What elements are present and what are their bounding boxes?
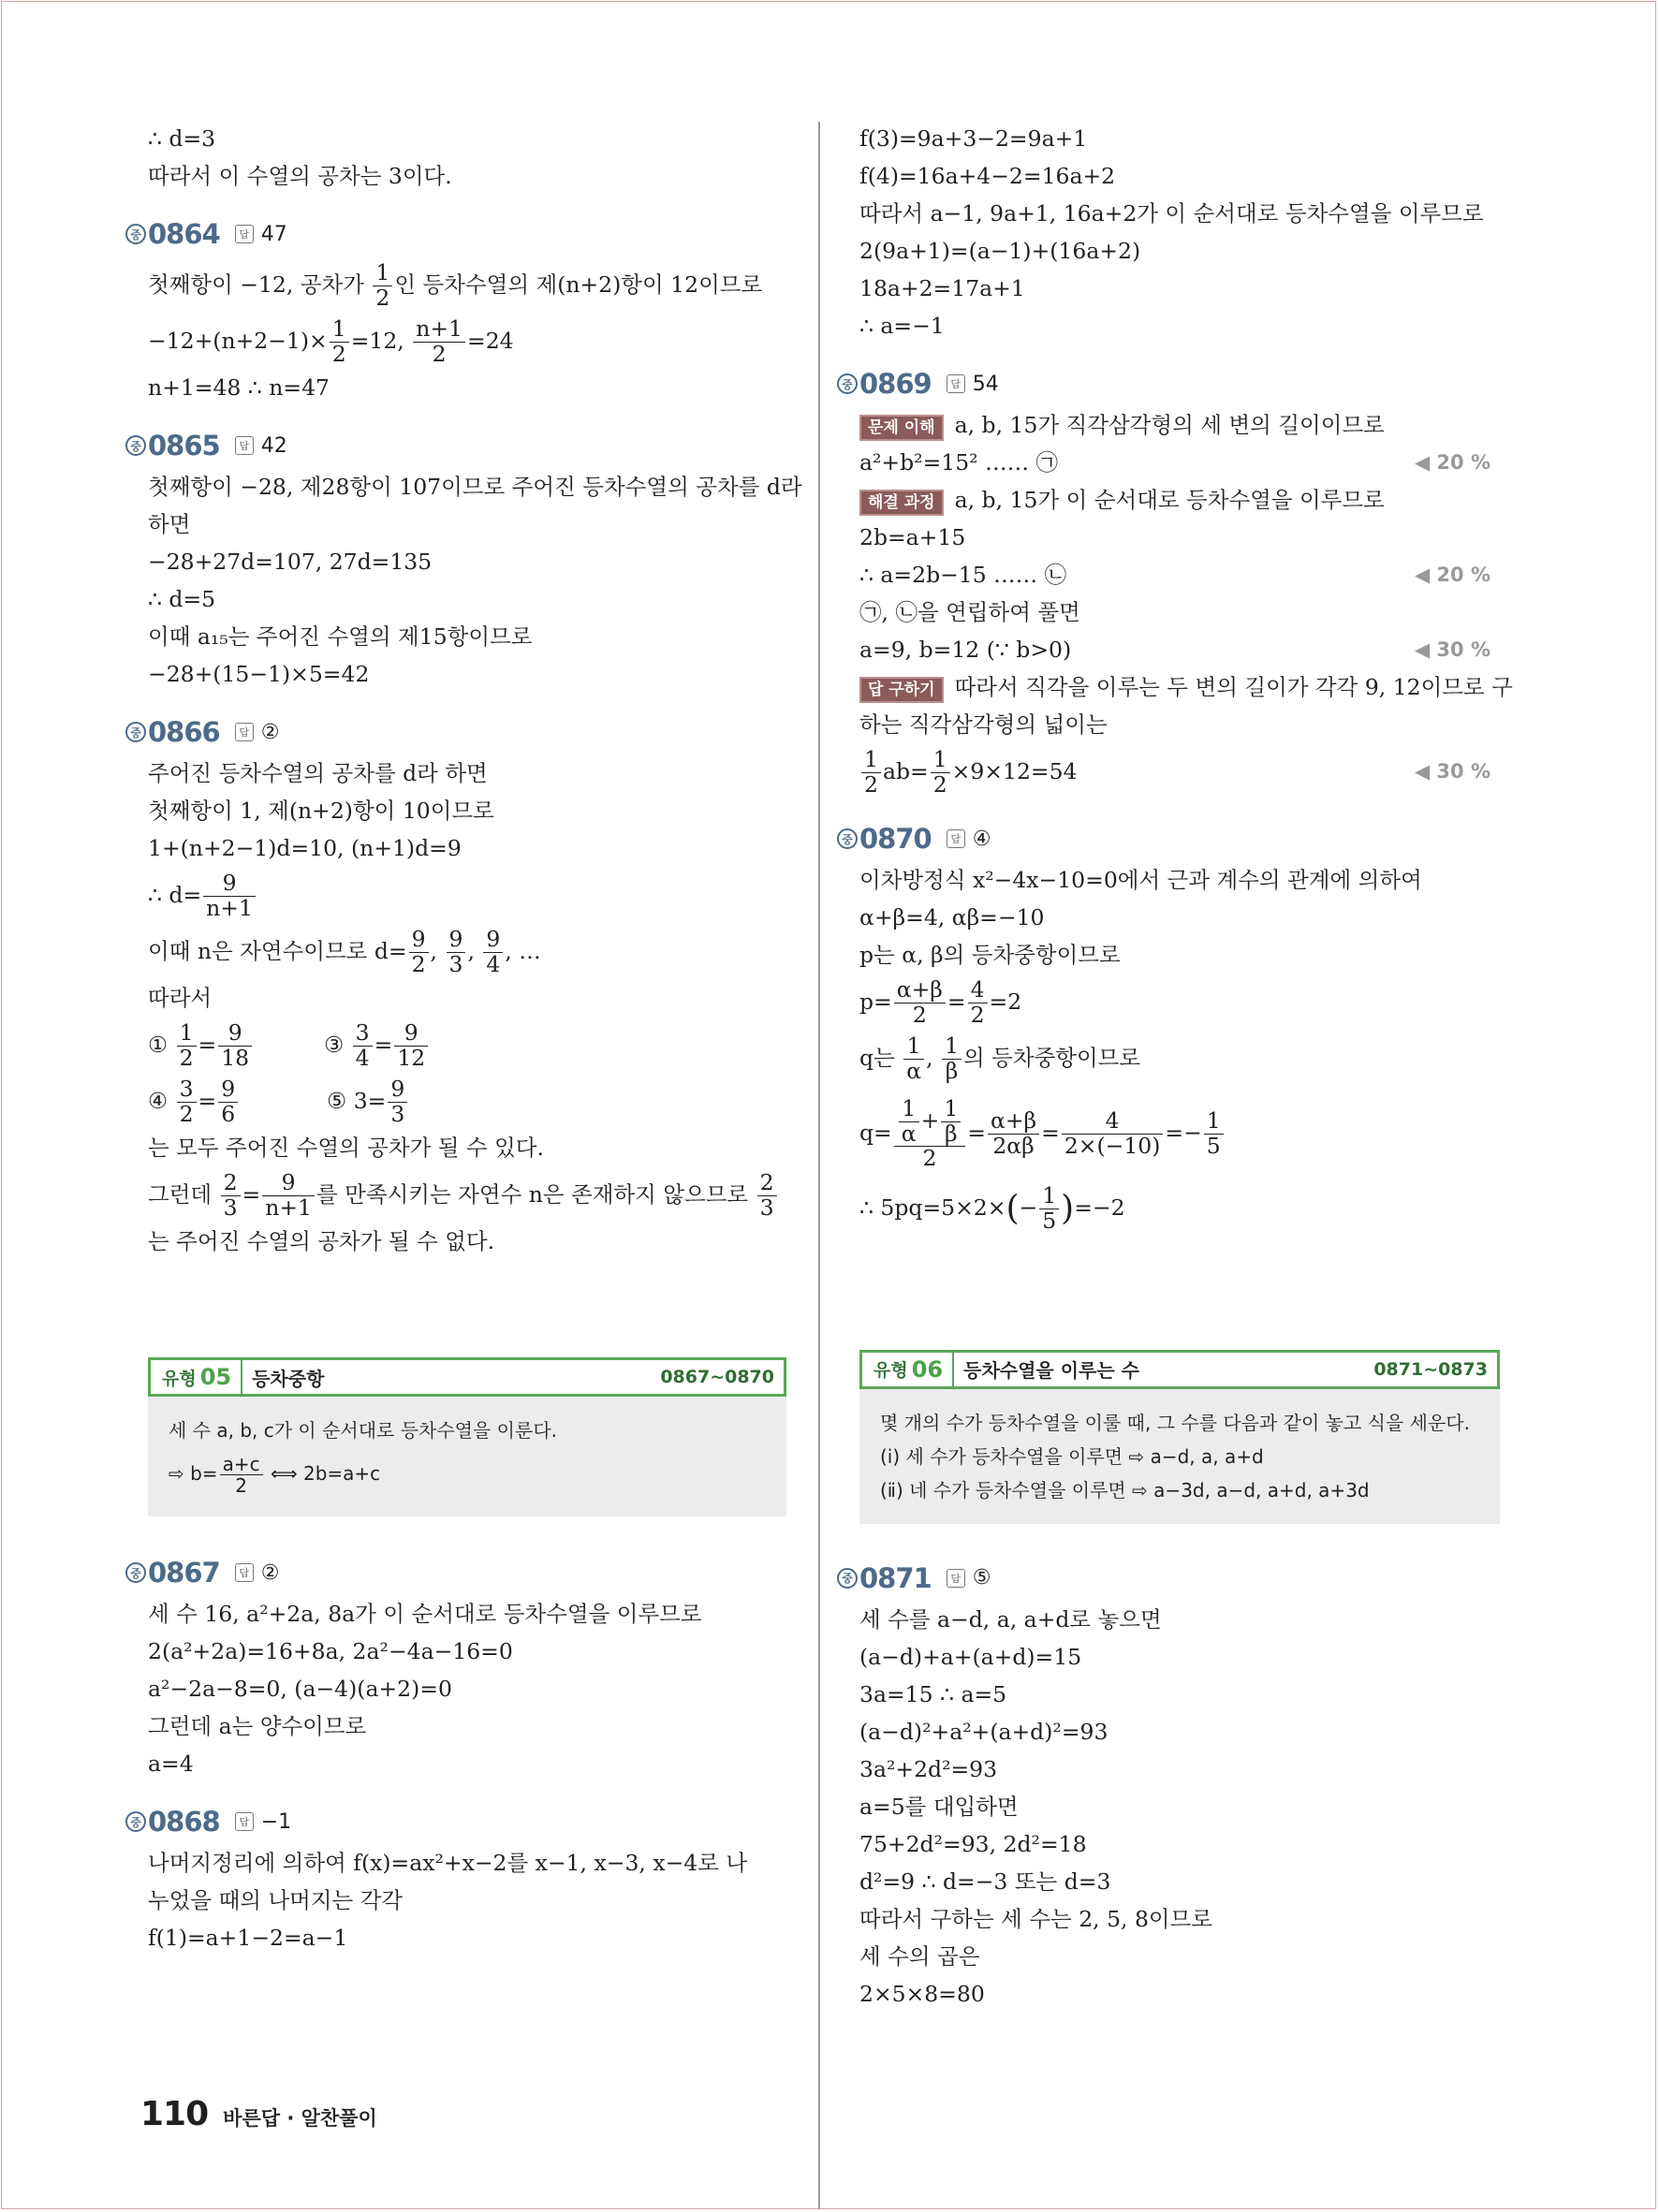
text-line: 몇 개의 수가 등차수열을 이룰 때, 그 수를 다음과 같이 놓고 식을 세운다. xyxy=(880,1411,1470,1434)
text-segment: q는 xyxy=(859,1045,903,1071)
numerator: 9 xyxy=(218,1077,238,1103)
fraction xyxy=(1204,1109,1224,1159)
numerator: 3 xyxy=(177,1077,197,1103)
step-tag: 답 구하기 xyxy=(859,677,944,703)
fraction xyxy=(894,978,946,1028)
text-segment: 그런데 xyxy=(148,1181,219,1208)
type-label xyxy=(151,1360,242,1394)
text-segment: p= xyxy=(859,989,892,1015)
numerator: 1 xyxy=(931,748,950,773)
text-line: α+β=4, αβ=−10 xyxy=(859,904,1045,930)
column-divider xyxy=(818,122,820,2209)
text-line xyxy=(837,668,1513,706)
difficulty-badge: 중 xyxy=(125,722,146,742)
text-line: 누었을 때의 나머지는 각각 xyxy=(148,1887,404,1913)
denominator: 2 xyxy=(331,341,346,367)
text-line: 이때 a₁₅는 주어진 수열의 제15항이므로 xyxy=(148,623,533,650)
choice-marker: ③ xyxy=(324,1032,345,1058)
text-line: f(1)=a+1−2=a−1 xyxy=(148,1925,348,1951)
numerator: 9 xyxy=(203,872,256,897)
text-line: 따라서 a−1, 9a+1, 16a+2가 이 순서대로 등차수열을 이루므로 xyxy=(859,200,1484,227)
fraction xyxy=(941,1094,961,1147)
text-segment: a, b, 15가 직각삼각형의 세 변의 길이이므로 xyxy=(954,412,1385,438)
type-box-header xyxy=(859,1350,1500,1389)
fraction xyxy=(262,1171,315,1221)
numerator: 1 xyxy=(177,1021,197,1047)
problem-header-0868 xyxy=(125,1803,786,1840)
denominator: 2 xyxy=(970,1002,985,1028)
answer-value: ④ xyxy=(972,827,991,851)
denominator: 3 xyxy=(448,951,463,977)
denominator: 2 xyxy=(432,341,447,367)
answer-icon: 답 xyxy=(235,225,254,243)
text-line xyxy=(837,406,1500,444)
step-tag: 해결 과정 xyxy=(859,490,944,516)
text-line: ∴ d=3 xyxy=(148,125,216,152)
problem-number: 0871 xyxy=(859,1561,932,1594)
fraction xyxy=(483,928,503,977)
text-line: 75+2d²=93, 2d²=18 xyxy=(859,1830,1087,1857)
fraction xyxy=(447,928,466,977)
text-segment: − xyxy=(1019,1194,1038,1221)
problem-number: 0869 xyxy=(859,368,932,400)
text-line: 세 수 a, b, c가 이 순서대로 등차수열을 이룬다. xyxy=(169,1419,557,1442)
paren-left: ( xyxy=(1006,1189,1020,1228)
numerator: α+β xyxy=(988,1109,1039,1135)
difficulty-badge: 중 xyxy=(837,828,858,849)
step-tag: 문제 이해 xyxy=(859,415,944,441)
text-segment: ∴ d= xyxy=(148,882,202,908)
denominator: 2 xyxy=(179,1101,194,1127)
numerator: 9 xyxy=(388,1077,407,1103)
text-segment: 이때 n은 자연수이므로 d= xyxy=(148,938,407,964)
problem-number: 0868 xyxy=(148,1806,220,1838)
numerator: 1 xyxy=(899,1097,919,1122)
text-line: 는 모두 주어진 수열의 공차가 될 수 있다. xyxy=(148,1135,544,1161)
answer-value: ⑤ xyxy=(972,1566,991,1589)
compound-fraction xyxy=(894,1094,966,1172)
answer-icon: 답 xyxy=(235,1563,254,1582)
text-segment: + xyxy=(920,1106,940,1134)
answer-icon: 답 xyxy=(947,829,965,848)
text-segment: 따라서 직각을 이루는 두 변의 길이가 각각 9, 12이므로 구 xyxy=(954,674,1513,700)
answer-icon: 답 xyxy=(947,1569,965,1588)
text-line: ∴ d=5 xyxy=(148,586,216,612)
score-percent: ◀ 20 % xyxy=(1414,564,1490,586)
text-line: 따라서 xyxy=(148,985,213,1011)
text-segment: =24 xyxy=(467,328,514,354)
numerator: 1 xyxy=(1204,1109,1224,1135)
problem-number: 0866 xyxy=(148,716,220,748)
numerator: 1 xyxy=(941,1097,961,1122)
answer-icon: 답 xyxy=(947,374,965,393)
text-segment: =2 xyxy=(989,989,1022,1015)
denominator: 6 xyxy=(221,1101,236,1127)
problem-header-0865 xyxy=(125,427,786,464)
text-segment: −12+(n+2−1)× xyxy=(148,328,328,354)
text-line: 이때 n은 자연수이므로 d= $\frac{9}{2}$ , $\frac{9}{3}$ , $\frac{9}{4}$ , … xyxy=(148,926,541,977)
choice-marker: ④ xyxy=(148,1088,169,1114)
numerator: 1 xyxy=(330,317,349,343)
difficulty-badge: 중 xyxy=(125,224,146,244)
text-line: ㉠, ㉡을 연립하여 풀면 xyxy=(859,599,1080,625)
answer-value: 42 xyxy=(260,433,287,458)
fraction xyxy=(899,1094,919,1147)
text-line: 첫째항이 −28, 제28항이 107이므로 주어진 등차수열의 공차를 d라 xyxy=(148,474,802,500)
text-segment: = xyxy=(947,989,966,1015)
text-segment: =−2 xyxy=(1074,1194,1125,1221)
difficulty-badge: 중 xyxy=(125,435,146,456)
fraction xyxy=(177,1021,197,1071)
type-word: 유형 xyxy=(162,1368,197,1389)
answer-icon: 답 xyxy=(235,436,254,455)
text-line xyxy=(837,1030,1500,1086)
numerator: 9 xyxy=(409,928,429,953)
numerator: 4 xyxy=(968,978,988,1003)
page-number: 110 xyxy=(140,2095,209,2133)
type-box-body xyxy=(148,1397,786,1516)
text-line xyxy=(837,974,1500,1030)
numerator: 4 xyxy=(1062,1109,1164,1135)
denominator: 2 xyxy=(375,285,390,311)
text-segment: a, b, 15가 이 순서대로 등차수열을 이루므로 xyxy=(954,487,1385,513)
text-line xyxy=(837,631,1500,668)
denominator: 2 xyxy=(912,1002,927,1028)
text-segment: ⟺ 2b=a+c xyxy=(264,1462,381,1485)
text-line: 3a=15 ∴ a=5 xyxy=(859,1680,1007,1707)
text-line: 하면 xyxy=(148,511,191,537)
numerator: 1 xyxy=(373,261,392,286)
numerator: 1 xyxy=(861,748,881,773)
numerator: 1 xyxy=(1039,1184,1059,1209)
text-line: n+1=48 ∴ n=47 xyxy=(148,374,330,401)
denominator: 5 xyxy=(1206,1133,1221,1159)
fraction xyxy=(218,1077,238,1127)
choice-marker: ① xyxy=(148,1032,169,1058)
right-column xyxy=(837,120,1513,2013)
numerator: 9 xyxy=(262,1171,315,1196)
fraction xyxy=(988,1109,1039,1159)
text-segment: ∴ a=2b−15 …… ㉡ xyxy=(859,562,1067,588)
type-box-05 xyxy=(148,1357,786,1516)
difficulty-badge: 중 xyxy=(837,1568,858,1589)
text-line: a²−2a−8=0, (a−4)(a+2)=0 xyxy=(148,1676,452,1702)
problem-header-0867 xyxy=(125,1554,786,1591)
denominator: α xyxy=(906,1058,922,1084)
text-segment: ×9×12=54 xyxy=(951,758,1078,784)
denominator: n+1 xyxy=(265,1194,313,1221)
left-column xyxy=(125,120,802,1956)
numerator: 9 xyxy=(218,1021,252,1047)
numerator: α+β xyxy=(894,978,946,1003)
answer-value: 54 xyxy=(972,372,999,396)
denominator: n+1 xyxy=(206,895,253,921)
text-segment: =− xyxy=(1165,1120,1202,1146)
problem-number: 0870 xyxy=(859,823,932,855)
type-number: 05 xyxy=(199,1364,232,1390)
text-line: 2×5×8=80 xyxy=(859,1980,985,2007)
text-segment: ⇨ b= xyxy=(169,1462,218,1485)
text-segment: = xyxy=(374,1032,393,1058)
score-percent: ◀ 20 % xyxy=(1414,451,1490,474)
text-segment: 첫째항이 −12, 공차가 xyxy=(148,271,372,298)
text-line: (a−d)+a+(a+d)=15 xyxy=(859,1643,1082,1670)
footer-label: 바른답 · 알찬풀이 xyxy=(223,2107,377,2130)
text-line: 이차방정식 x²−4x−10=0에서 근과 계수의 관계에 의하여 xyxy=(859,867,1422,893)
text-segment: = xyxy=(198,1088,217,1114)
text-line xyxy=(125,1073,786,1129)
text-line xyxy=(125,1166,786,1223)
text-segment: = xyxy=(242,1181,261,1208)
numerator: 2 xyxy=(757,1171,777,1196)
fraction xyxy=(220,1454,263,1496)
text-line: d²=9 ∴ d=−3 또는 d=3 xyxy=(859,1868,1111,1895)
type-box-body xyxy=(859,1389,1500,1524)
text-line: 그런데 a는 양수이므로 xyxy=(148,1713,367,1739)
page-footer xyxy=(140,2095,377,2133)
denominator: 2 xyxy=(235,1474,247,1497)
numerator: 9 xyxy=(483,928,503,953)
denominator: 4 xyxy=(355,1045,370,1071)
score-percent: ◀ 30 % xyxy=(1414,760,1490,783)
type-number: 06 xyxy=(911,1355,944,1383)
text-line xyxy=(169,1447,766,1500)
numerator xyxy=(894,1094,966,1148)
problem-number: 0867 xyxy=(148,1557,220,1589)
text-segment: 를 만족시키는 자연수 n은 존재하지 않으므로 xyxy=(316,1181,756,1208)
text-line: −28+(15−1)×5=42 xyxy=(148,661,370,687)
text-line: 주어진 등차수열의 공차를 d라 하면 xyxy=(148,760,488,786)
text-segment: a²+b²=15² …… ㉠ xyxy=(859,449,1059,476)
denominator: β xyxy=(944,1120,958,1147)
type-title: 등차수열을 이루는 수 xyxy=(963,1359,1139,1382)
problem-header-0869 xyxy=(837,365,1500,403)
denominator: 2 xyxy=(864,771,878,798)
problem-number: 0864 xyxy=(148,218,220,250)
text-line: 따라서 이 수열의 공차는 3이다. xyxy=(148,163,452,189)
numerator: 3 xyxy=(353,1021,373,1047)
text-line xyxy=(837,444,1500,481)
fraction xyxy=(353,1021,373,1071)
text-segment: ab= xyxy=(882,758,929,784)
text-line: 나머지정리에 의하여 f(x)=ax²+x−2를 x−1, x−3, x−4로 나 xyxy=(148,1850,748,1876)
denominator: β xyxy=(945,1058,959,1084)
score-percent: ◀ 30 % xyxy=(1414,638,1490,661)
text-segment: = xyxy=(198,1032,217,1058)
denominator: 5 xyxy=(1042,1208,1057,1234)
text-line: 세 수를 a−d, a, a+d로 놓으면 xyxy=(859,1605,1162,1633)
text-segment: =12, xyxy=(350,328,412,354)
text-line: 2(9a+1)=(a−1)+(16a+2) xyxy=(859,238,1141,264)
denominator: 3 xyxy=(759,1194,774,1221)
answer-value: 47 xyxy=(260,222,287,246)
denominator: α xyxy=(901,1120,917,1147)
answer-value: −1 xyxy=(260,1809,292,1834)
text-line: ∴ a=−1 xyxy=(859,313,945,339)
text-line: 1+(n+2−1)d=10, (n+1)d=9 xyxy=(148,835,462,861)
text-line: 하는 직각삼각형의 넓이는 xyxy=(859,711,1108,738)
text-line: 는 주어진 수열의 공차가 될 수 없다. xyxy=(148,1228,495,1254)
text-line: a=4 xyxy=(148,1751,194,1777)
text-line xyxy=(837,743,1500,799)
fraction xyxy=(968,978,988,1028)
type-word: 유형 xyxy=(874,1360,908,1381)
text-line: 2b=a+15 xyxy=(859,524,966,550)
text-line: 2(a²+2a)=16+8a, 2a²−4a−16=0 xyxy=(148,1638,513,1664)
fraction xyxy=(177,1077,197,1127)
fraction xyxy=(757,1171,777,1221)
text-line: f(3)=9a+3−2=9a+1 xyxy=(859,125,1088,152)
text-line xyxy=(837,1179,1500,1238)
text-segment: , … xyxy=(505,938,541,964)
type-range: 0871~0873 xyxy=(1373,1358,1488,1380)
denominator: 2αβ xyxy=(992,1133,1035,1159)
type-box-header xyxy=(148,1357,786,1397)
type-title: 등차중항 xyxy=(252,1367,325,1390)
problem-header-0870 xyxy=(837,820,1500,857)
text-line xyxy=(837,481,1500,519)
fraction xyxy=(218,1021,252,1071)
problem-header-0871 xyxy=(837,1560,1500,1597)
numerator: 2 xyxy=(221,1171,241,1196)
text-line: a=5를 대입하면 xyxy=(859,1793,1019,1820)
text-line: 세 수의 곱은 xyxy=(859,1942,980,1970)
numerator: 9 xyxy=(394,1021,428,1047)
problem-number: 0865 xyxy=(148,430,220,461)
denominator: 3 xyxy=(390,1101,405,1127)
text-line: 18a+2=17a+1 xyxy=(859,275,1025,301)
fraction xyxy=(388,1077,407,1127)
text-line: 첫째항이 1, 제(n+2)항이 10이므로 xyxy=(148,798,494,824)
text-segment: = xyxy=(967,1120,986,1146)
text-line: 3a²+2d²=93 xyxy=(859,1755,998,1782)
text-line: (a−d)²+a²+(a+d)²=93 xyxy=(859,1718,1108,1745)
fraction xyxy=(409,928,429,977)
text-line: 따라서 구하는 세 수는 2, 5, 8이므로 xyxy=(859,1905,1213,1932)
denominator: 18 xyxy=(221,1045,250,1071)
text-segment: 인 등차수열의 제(n+2)항이 12이므로 xyxy=(394,271,763,298)
fraction xyxy=(221,1171,241,1221)
paren-right: ) xyxy=(1061,1189,1075,1228)
text-line: 세 수 16, a²+2a, 8a가 이 순서대로 등차수열을 이루므로 xyxy=(148,1601,702,1627)
denominator: 2 xyxy=(922,1145,937,1172)
denominator: 4 xyxy=(486,951,501,977)
text-line: f(4)=16a+4−2=16a+2 xyxy=(859,163,1116,189)
text-segment: = xyxy=(1041,1120,1060,1146)
text-line xyxy=(125,313,786,369)
denominator: 12 xyxy=(397,1045,426,1071)
text-segment: 3= xyxy=(353,1088,387,1114)
text-line: −28+27d=107, 27d=135 xyxy=(148,549,433,575)
fraction xyxy=(203,872,256,921)
text-segment: ∴ 5pq=5×2× xyxy=(859,1194,1006,1221)
problem-header-0866 xyxy=(125,713,786,751)
choice-marker: ⑤ xyxy=(327,1088,347,1114)
difficulty-badge: 중 xyxy=(837,374,858,394)
text-segment: 의 등차중항이므로 xyxy=(963,1045,1141,1071)
answer-value: ② xyxy=(260,1560,280,1585)
problem-header-0864 xyxy=(125,215,786,253)
text-line xyxy=(837,1086,1500,1179)
fraction xyxy=(861,748,881,798)
denominator: 2×(−10) xyxy=(1064,1133,1161,1159)
fraction xyxy=(330,317,349,367)
text-segment: a=9, b=12 (∵ b>0) xyxy=(859,637,1072,663)
text-line xyxy=(837,556,1500,593)
fraction xyxy=(373,261,392,311)
text-line xyxy=(125,256,786,313)
type-label xyxy=(862,1353,954,1386)
text-segment: , xyxy=(926,1045,941,1071)
text-line: p는 α, β의 등차중항이므로 xyxy=(859,942,1121,968)
denominator: 2 xyxy=(411,951,426,977)
fraction xyxy=(394,1021,428,1071)
text-line: (ⅱ) 네 수가 등차수열을 이루면 ⇨ a−3d, a−d, a+d, a+3d xyxy=(880,1478,1370,1502)
type-box-06 xyxy=(859,1350,1500,1524)
type-range: 0867~0870 xyxy=(660,1367,774,1387)
numerator: 1 xyxy=(942,1034,962,1060)
denominator: 3 xyxy=(223,1194,238,1221)
numerator: 9 xyxy=(447,928,466,953)
numerator: a+c xyxy=(220,1454,263,1475)
numerator: 1 xyxy=(903,1034,924,1060)
denominator: 2 xyxy=(932,771,947,798)
text-line xyxy=(125,1017,786,1073)
fraction xyxy=(1039,1184,1059,1234)
fraction xyxy=(931,748,950,798)
difficulty-badge: 중 xyxy=(125,1811,146,1832)
fraction xyxy=(942,1034,962,1084)
answer-icon: 답 xyxy=(235,723,254,741)
answer-value: ② xyxy=(260,720,280,744)
numerator: n+1 xyxy=(413,317,465,343)
fraction xyxy=(903,1034,924,1084)
text-line: (ⅰ) 세 수가 등차수열을 이루면 ⇨ a−d, a, a+d xyxy=(880,1444,1264,1468)
difficulty-badge: 중 xyxy=(125,1562,146,1583)
answer-icon: 답 xyxy=(235,1812,254,1831)
fraction xyxy=(1062,1109,1164,1159)
denominator: 2 xyxy=(179,1045,194,1071)
fraction xyxy=(413,317,465,367)
text-line xyxy=(125,867,786,923)
text-segment: q= xyxy=(859,1120,892,1146)
